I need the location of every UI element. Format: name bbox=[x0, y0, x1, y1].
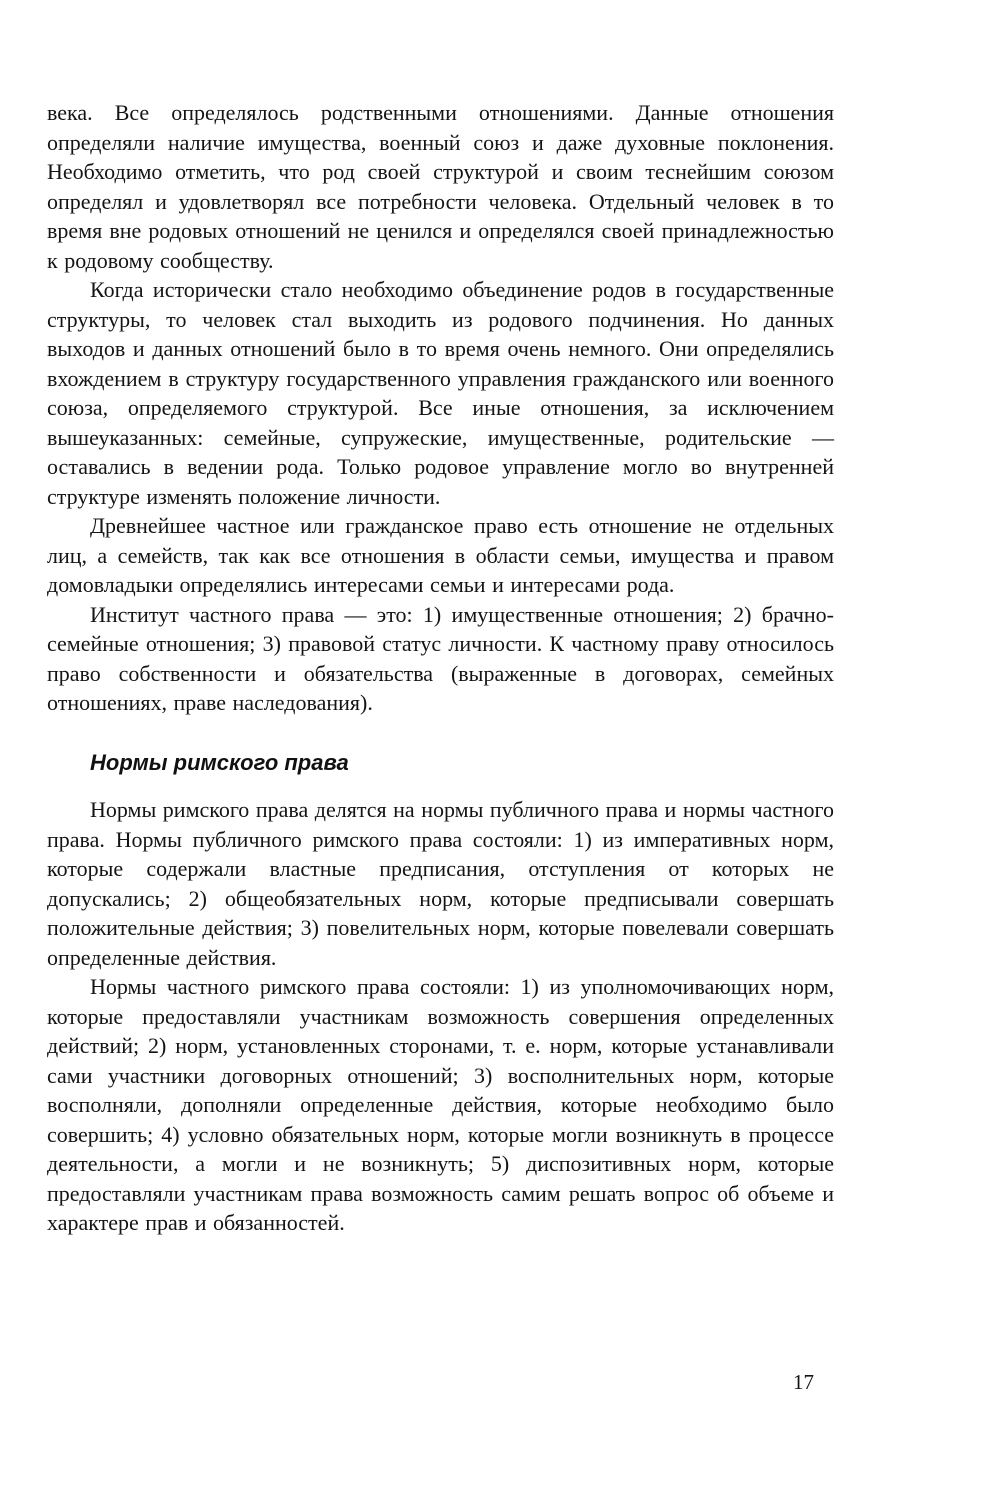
paragraph: Когда исторически стало необходимо объединение родов в государственные структуры, то человек стал выходить из родового подчинения. Но данных выходов и данных отношений было в то время очень немного. Они определялись вхождением в структуру государственного управления гражданского или военного союза, определяемого структурой. Все иные отношения, за исключением вышеуказанных: семейные, супружеские, имущественные, родительские — оставались в ведении рода. Только родовое управление могло во внутренней структуре изменять положение личности. bbox=[47, 277, 834, 509]
paragraph: Нормы римского права делятся на нормы публичного права и нормы частного права. Нормы публичного римского права состояли: 1) из императивных норм, которые содержали властные предписания, отступления от которых не допускались; 2) общеобязательных норм, которые предписывали совершать положительные действия; 3) повелительных норм, которые повелевали совершать определенные действия. bbox=[47, 797, 834, 970]
paragraph: Древнейшее частное или гражданское право есть отношение не отдельных лиц, а семейств, так как все отношения в области семьи, имущества и правом домовладыки определялись интересами семьи и интересами рода. bbox=[47, 513, 834, 597]
page-number: 17 bbox=[793, 1369, 814, 1394]
section-heading: Нормы римского права bbox=[90, 749, 349, 775]
paragraph: Нормы частного римского права состояли: 1) из уполномочивающих норм, которые предоставляли участникам возможность совершения определенных действий; 2) норм, установленных сторонами, т. е. норм, которые устанавливали сами участники договорных отношений; 3) восполнительных норм, которые восполняли, дополняли определенные действия, которые необходимо было совершить; 4) условно обязательных норм, которые могли возникнуть в процессе деятельности, а могли и не возникнуть; 5) диспозитивных норм, которые предоставляли участникам права возможность самим решать вопрос об объеме и характере прав и обязанностей. bbox=[47, 974, 834, 1235]
paragraph: века. Все определялось родственными отношениями. Данные отношения определяли наличие имущества, военный союз и даже духовные поклонения. Необходимо отметить, что род своей структурой и своим теснейшим союзом определял и удовлетворял все потребности человека. Отдельный человек в то время вне родовых отношений не ценился и определялся своей принадлежностью к родовому сообществу. bbox=[47, 100, 834, 273]
paragraph: Институт частного права — это: 1) имущественные отношения; 2) брачно-семейные отношения; 3) правовой статус личности. К частному праву относилось право собственности и обязательства (выраженные в договорах, семейных отношениях, праве наследования). bbox=[47, 601, 834, 715]
